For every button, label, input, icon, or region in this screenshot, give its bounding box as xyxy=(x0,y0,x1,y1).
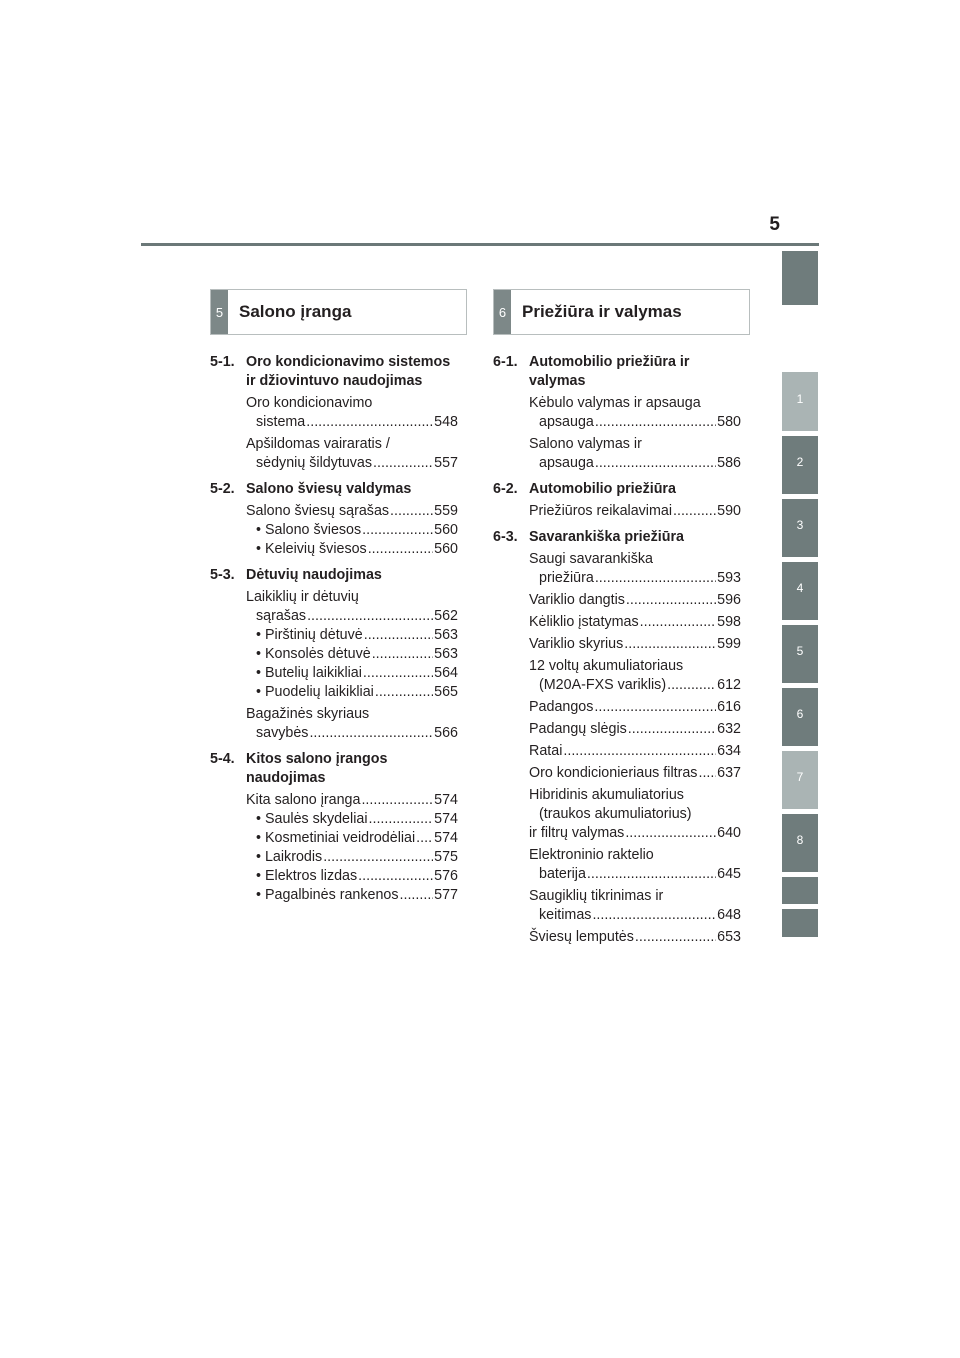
entry-line xyxy=(529,454,741,473)
toc-subentry[interactable] xyxy=(256,626,458,645)
section-header-6 xyxy=(493,289,750,335)
subentry-title: • Saulės skydeliai xyxy=(256,811,368,827)
page-ref[interactable]: 612 xyxy=(717,677,741,693)
page-ref[interactable]: 574 xyxy=(434,830,458,846)
page-ref[interactable]: 563 xyxy=(434,646,458,662)
entry-title: Oro kondicionavimo xyxy=(246,395,373,411)
entry-title: Padangų slėgis xyxy=(529,721,627,737)
dot-leader xyxy=(390,502,433,521)
dot-leader xyxy=(309,724,433,743)
toc-subentry[interactable] xyxy=(256,886,458,905)
page-ref[interactable]: 590 xyxy=(717,503,741,519)
entry-title-continued: (M20A-FXS variklis) xyxy=(539,677,667,693)
page-ref[interactable]: 598 xyxy=(717,614,741,630)
dot-leader xyxy=(400,886,434,905)
side-tab-8[interactable] xyxy=(782,814,818,872)
toc-group xyxy=(210,353,458,473)
entry-title: Kita salono įranga xyxy=(246,792,361,808)
entry-line xyxy=(246,413,458,432)
toc-entry[interactable] xyxy=(529,742,741,761)
toc-group xyxy=(493,528,741,947)
entry-line xyxy=(529,698,741,717)
group-number: 5-3. xyxy=(210,567,235,583)
toc-subentry[interactable] xyxy=(256,645,458,664)
page-ref[interactable]: 560 xyxy=(434,541,458,557)
toc-column-section-5 xyxy=(210,353,458,912)
entry-line xyxy=(529,635,741,654)
dot-leader xyxy=(563,742,716,761)
group-number: 5-2. xyxy=(210,481,235,497)
toc-group xyxy=(210,750,458,905)
page-ref[interactable]: 564 xyxy=(434,665,458,681)
toc-entry[interactable] xyxy=(246,435,458,473)
entry-line xyxy=(529,413,741,432)
page-ref[interactable]: 653 xyxy=(717,929,741,945)
entry-title-continued: apsauga xyxy=(539,414,594,430)
entry-title: Kėliklio įstatymas xyxy=(529,614,639,630)
page-ref[interactable]: 648 xyxy=(717,907,741,923)
toc-group-heading xyxy=(210,750,458,788)
dot-leader xyxy=(628,720,716,739)
section-header-5 xyxy=(210,289,467,335)
entry-title: Hibridinis akumuliatorius xyxy=(529,787,684,803)
dot-leader xyxy=(362,521,433,540)
page-ref[interactable]: 632 xyxy=(717,721,741,737)
entry-line xyxy=(529,613,741,632)
page-ref[interactable]: 566 xyxy=(434,725,458,741)
toc-entry[interactable] xyxy=(246,502,458,559)
toc-entry[interactable] xyxy=(529,394,741,432)
dot-leader xyxy=(369,810,434,829)
entry-title-continued: baterija xyxy=(539,866,586,882)
entry-title: Bagažinės skyriaus xyxy=(246,706,370,722)
toc-subentry[interactable] xyxy=(256,521,458,540)
dot-leader xyxy=(361,791,433,810)
subentry-title: • Elektros lizdas xyxy=(256,868,358,884)
toc-entry[interactable] xyxy=(529,846,741,884)
side-tab-label: 2 xyxy=(796,455,804,469)
dot-leader xyxy=(595,569,716,588)
subentry-title: • Puodelių laikikliai xyxy=(256,684,374,700)
toc-entry[interactable] xyxy=(529,613,741,632)
toc-group-heading xyxy=(493,480,741,499)
dot-leader xyxy=(358,867,433,886)
entry-title: Elektroninio raktelio xyxy=(529,847,654,863)
toc-entry[interactable] xyxy=(529,657,741,695)
dot-leader xyxy=(372,645,433,664)
toc-entry[interactable] xyxy=(529,928,741,947)
page-ref[interactable]: 586 xyxy=(717,455,741,471)
page-ref[interactable]: 562 xyxy=(434,608,458,624)
entry-title: Padangos xyxy=(529,699,594,715)
section-number: 5 xyxy=(211,290,228,334)
page-ref[interactable]: 560 xyxy=(434,522,458,538)
page-ref[interactable]: 559 xyxy=(434,503,458,519)
side-tab-1[interactable] xyxy=(782,372,818,431)
side-tab-6[interactable] xyxy=(782,688,818,746)
entry-title: Priežiūros reikalavimai xyxy=(529,503,673,519)
header-rule xyxy=(141,243,819,246)
page-ref[interactable]: 557 xyxy=(434,455,458,471)
entry-title-continued: sąrašas xyxy=(256,608,307,624)
toc-entry[interactable] xyxy=(246,791,458,905)
entry-title: Laikiklių ir dėtuvių xyxy=(246,589,359,605)
dot-leader xyxy=(364,626,433,645)
entry-line xyxy=(246,502,458,521)
entry-line xyxy=(529,865,741,884)
dot-leader xyxy=(587,865,716,884)
entry-line xyxy=(529,569,741,588)
entry-line xyxy=(529,742,741,761)
side-tab-blank-1[interactable] xyxy=(782,877,818,904)
toc-entry[interactable] xyxy=(529,635,741,654)
group-title: Automobilio priežiūra ir valymas xyxy=(529,354,690,389)
entry-title: 12 voltų akumuliatoriaus xyxy=(529,658,684,674)
dot-leader xyxy=(635,928,716,947)
side-tab-label: 6 xyxy=(796,707,804,721)
section-title: Priežiūra ir valymas xyxy=(522,302,682,321)
entry-title: Apšildomas vairaratis / xyxy=(246,436,390,452)
entry-title: Variklio dangtis xyxy=(529,592,625,608)
toc-entry[interactable] xyxy=(529,720,741,739)
dot-leader xyxy=(673,502,716,521)
page-ref[interactable]: 563 xyxy=(434,627,458,643)
toc-group xyxy=(493,480,741,521)
page-ref[interactable]: 574 xyxy=(434,792,458,808)
dot-leader xyxy=(373,454,433,473)
side-tab-label: 1 xyxy=(796,392,804,406)
toc-group xyxy=(210,566,458,743)
subentry-title: • Konsolės dėtuvė xyxy=(256,646,371,662)
group-number: 5-4. xyxy=(210,751,235,767)
page-ref[interactable]: 575 xyxy=(434,849,458,865)
entry-title-continued: sėdynių šildytuvas xyxy=(256,455,373,471)
entry-line xyxy=(529,502,741,521)
page-ref[interactable]: 574 xyxy=(434,811,458,827)
page-ref[interactable]: 637 xyxy=(717,765,741,781)
subentry-title: • Kosmetiniai veidrodėliai xyxy=(256,830,416,846)
toc-subentry[interactable] xyxy=(256,683,458,702)
group-number: 6-3. xyxy=(493,529,518,545)
page-ref[interactable]: 576 xyxy=(434,868,458,884)
page-ref[interactable]: 593 xyxy=(717,570,741,586)
group-number: 6-1. xyxy=(493,354,518,370)
page-ref[interactable]: 580 xyxy=(717,414,741,430)
page-ref[interactable]: 645 xyxy=(717,866,741,882)
toc-entry[interactable] xyxy=(529,764,741,783)
entry-title-continued: ir filtrų valymas xyxy=(529,825,625,841)
toc-subentry[interactable] xyxy=(256,540,458,559)
group-number: 5-1. xyxy=(210,354,235,370)
toc-group xyxy=(210,480,458,559)
entry-line xyxy=(529,591,741,610)
toc-entry[interactable] xyxy=(529,435,741,473)
dot-leader xyxy=(594,698,716,717)
subentry-title: • Butelių laikikliai xyxy=(256,665,362,681)
toc-entry[interactable] xyxy=(246,394,458,432)
subentry-title: • Salono šviesos xyxy=(256,522,362,538)
entry-line xyxy=(529,764,741,783)
toc-group-heading xyxy=(210,566,458,585)
toc-entry[interactable] xyxy=(529,550,741,588)
group-title: Oro kondicionavimo sistemos ir džiovintuvo naudojimas xyxy=(246,354,451,389)
dot-leader xyxy=(595,454,716,473)
toc-group xyxy=(493,353,741,473)
dot-leader xyxy=(363,664,433,683)
section-title: Salono įranga xyxy=(239,302,352,321)
section-number: 6 xyxy=(494,290,511,334)
side-tab-5[interactable] xyxy=(782,625,818,683)
subentry-title: • Laikrodis xyxy=(256,849,323,865)
dot-leader xyxy=(698,764,716,783)
toc-entry[interactable] xyxy=(246,588,458,702)
entry-title-continued: (traukos akumuliatorius) xyxy=(539,806,692,822)
side-tab-7[interactable] xyxy=(782,751,818,809)
dot-leader xyxy=(368,540,433,559)
entry-line xyxy=(246,607,458,626)
entry-line xyxy=(246,454,458,473)
toc-column-section-6 xyxy=(493,353,741,954)
dot-leader xyxy=(416,829,433,848)
side-tab-label: 5 xyxy=(796,644,804,658)
toc-group-heading xyxy=(493,528,741,547)
side-tab-label: 3 xyxy=(796,518,804,532)
group-title: Automobilio priežiūra xyxy=(529,481,676,497)
dot-leader xyxy=(667,676,716,695)
toc-group-heading xyxy=(210,480,458,499)
side-tab-label: 4 xyxy=(796,581,804,595)
entry-title: Salono valymas ir xyxy=(529,436,642,452)
side-tab-4[interactable] xyxy=(782,562,818,620)
entry-title: Salono šviesų sąrašas xyxy=(246,503,390,519)
toc-subentry[interactable] xyxy=(256,810,458,829)
entry-line xyxy=(529,824,741,843)
entry-title: Variklio skyrius xyxy=(529,636,624,652)
entry-line xyxy=(529,676,741,695)
dot-leader xyxy=(625,824,716,843)
page-ref[interactable]: 599 xyxy=(717,636,741,652)
subentry-title: • Pagalbinės rankenos xyxy=(256,887,399,903)
toc-subentry[interactable] xyxy=(256,664,458,683)
entry-title: Saugiklių tikrinimas ir xyxy=(529,888,664,904)
dot-leader xyxy=(595,413,716,432)
entry-title: Kėbulo valymas ir apsauga xyxy=(529,395,701,411)
entry-title-continued: apsauga xyxy=(539,455,594,471)
side-tab-blank-2[interactable] xyxy=(782,909,818,937)
toc-subentry[interactable] xyxy=(256,829,458,848)
dot-leader xyxy=(626,591,716,610)
entry-title-continued: savybės xyxy=(256,725,309,741)
dot-leader xyxy=(375,683,433,702)
entry-title: Saugi savarankiška xyxy=(529,551,653,567)
dot-leader xyxy=(624,635,716,654)
entry-line xyxy=(529,928,741,947)
side-tab-label: 7 xyxy=(796,770,804,784)
page-ref[interactable]: 640 xyxy=(717,825,741,841)
group-title: Salono šviesų valdymas xyxy=(246,481,412,497)
page-ref[interactable]: 634 xyxy=(717,743,741,759)
toc-subentry[interactable] xyxy=(256,848,458,867)
group-number: 6-2. xyxy=(493,481,518,497)
entry-title: Ratai xyxy=(529,743,563,759)
side-tab-2[interactable] xyxy=(782,436,818,494)
side-tab-label: 8 xyxy=(796,833,804,847)
group-title: Kitos salono įrangos naudojimas xyxy=(246,751,388,786)
entry-title-continued: priežiūra xyxy=(539,570,594,586)
entry-title: Šviesų lemputės xyxy=(529,929,634,945)
side-tab-top[interactable] xyxy=(782,251,818,305)
toc-entry[interactable] xyxy=(246,705,458,743)
group-title: Dėtuvių naudojimas xyxy=(246,567,382,583)
entry-title-continued: sistema xyxy=(256,414,306,430)
group-title: Savarankiška priežiūra xyxy=(529,529,684,545)
dot-leader xyxy=(640,613,716,632)
toc-group-heading xyxy=(210,353,458,391)
entry-line xyxy=(246,724,458,743)
dot-leader xyxy=(592,906,716,925)
page-ref[interactable]: 565 xyxy=(434,684,458,700)
toc-entry[interactable] xyxy=(529,502,741,521)
toc-entry[interactable] xyxy=(529,786,741,843)
toc-entry[interactable] xyxy=(529,887,741,925)
page-ref[interactable]: 548 xyxy=(434,414,458,430)
dot-leader xyxy=(306,413,433,432)
entry-line xyxy=(246,791,458,810)
page-ref[interactable]: 596 xyxy=(717,592,741,608)
side-tab-3[interactable] xyxy=(782,499,818,557)
dot-leader xyxy=(323,848,433,867)
entry-line xyxy=(529,906,741,925)
toc-entry[interactable] xyxy=(529,698,741,717)
page-ref[interactable]: 577 xyxy=(434,887,458,903)
toc-entry[interactable] xyxy=(529,591,741,610)
entry-title-continued: keitimas xyxy=(539,907,592,923)
toc-subentry[interactable] xyxy=(256,867,458,886)
dot-leader xyxy=(307,607,433,626)
page-number: 5 xyxy=(769,214,780,235)
entry-title: Oro kondicionieriaus filtras xyxy=(529,765,698,781)
entry-line xyxy=(529,720,741,739)
subentry-title: • Pirštinių dėtuvė xyxy=(256,627,363,643)
toc-group-heading xyxy=(493,353,741,391)
subentry-title: • Keleivių šviesos xyxy=(256,541,367,557)
page-ref[interactable]: 616 xyxy=(717,699,741,715)
